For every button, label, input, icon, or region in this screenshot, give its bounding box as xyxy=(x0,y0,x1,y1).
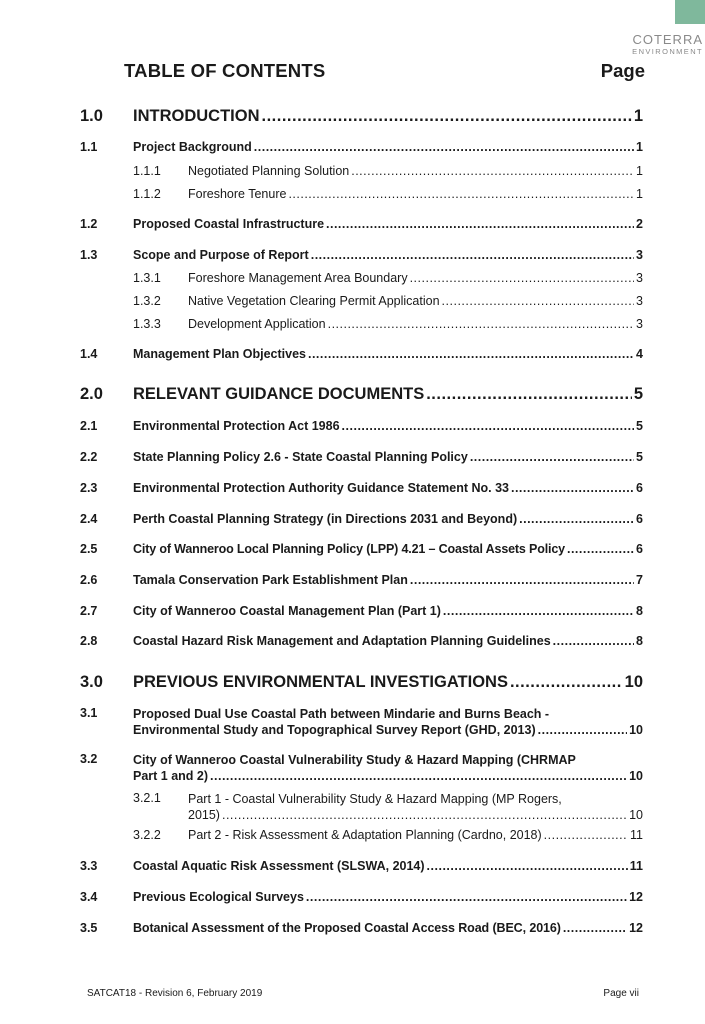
dot-leader xyxy=(427,859,628,873)
toc-entry-page: 8 xyxy=(636,634,643,648)
footer-document-revision: SATCAT18 - Revision 6, February 2019 xyxy=(87,988,263,999)
toc-entry-line2 xyxy=(188,807,643,823)
toc-entry-page: 11 xyxy=(629,859,643,873)
toc-entry[interactable] xyxy=(188,791,643,823)
toc-entry[interactable] xyxy=(133,604,643,618)
toc-entry-page: 11 xyxy=(630,828,643,842)
toc-entry-page: 3 xyxy=(636,248,643,262)
dot-leader xyxy=(351,164,634,178)
subsection-number: 1.3.3 xyxy=(133,317,161,331)
toc-entry-page: 3 xyxy=(636,317,643,331)
toc-entry-title: Negotiated Planning Solution xyxy=(188,164,350,178)
toc-entry-page: 5 xyxy=(636,450,643,464)
dot-leader xyxy=(306,890,627,904)
toc-entry-title: Development Application xyxy=(188,317,326,331)
toc-entry-page: 3 xyxy=(636,271,643,285)
section-number: 3.4 xyxy=(80,890,98,904)
logo-line-1: COTERRA xyxy=(632,32,703,47)
toc-entry-title: PREVIOUS ENVIRONMENTAL INVESTIGATIONS xyxy=(133,673,508,691)
section-number: 3.2 xyxy=(80,752,98,766)
toc-entry-page: 10 xyxy=(624,673,643,691)
subsection-number: 3.2.2 xyxy=(133,828,161,842)
toc-entry-title-line2: Part 1 and 2) xyxy=(133,769,209,783)
toc-entry-title: INTRODUCTION xyxy=(133,107,260,125)
toc-entry-page: 8 xyxy=(636,604,643,618)
toc-entry[interactable] xyxy=(133,385,643,404)
toc-entry-page: 5 xyxy=(633,385,643,403)
toc-entry-page: 6 xyxy=(636,481,643,495)
subsection-number: 1.1.1 xyxy=(133,164,161,178)
toc-entry[interactable] xyxy=(133,673,643,692)
toc-entry-line2 xyxy=(133,768,643,784)
toc-entry-line2 xyxy=(133,722,643,738)
toc-entry-title: Tamala Conservation Park Establishment Plan xyxy=(133,573,408,587)
dot-leader xyxy=(563,921,627,935)
section-number: 3.5 xyxy=(80,921,98,935)
toc-entry-title-line1: Proposed Dual Use Coastal Path between Mindarie and Burns Beach - xyxy=(133,707,550,721)
toc-entry[interactable] xyxy=(133,107,643,126)
toc-entry-page: 1 xyxy=(636,140,643,154)
toc-entry-page: 1 xyxy=(633,107,643,125)
toc-title: TABLE OF CONTENTS xyxy=(124,60,326,81)
toc-entry-title: Proposed Coastal Infrastructure xyxy=(133,217,325,231)
dot-leader xyxy=(519,512,634,526)
toc-entry-page: 4 xyxy=(636,347,643,361)
toc-entry-title: Part 2 - Risk Assessment & Adaptation Planning (Cardno, 2018) xyxy=(188,828,542,842)
toc-entry[interactable] xyxy=(133,481,643,495)
section-number: 2.0 xyxy=(80,385,103,403)
dot-leader xyxy=(222,807,627,823)
toc-entry-page: 6 xyxy=(636,512,643,526)
toc-entry-title: RELEVANT GUIDANCE DOCUMENTS xyxy=(133,385,425,403)
section-number: 1.3 xyxy=(80,248,98,262)
section-number: 1.0 xyxy=(80,107,103,125)
toc-entry-title: Coastal Hazard Risk Management and Adaptation Planning Guidelines xyxy=(133,634,551,648)
toc-entry-page: 10 xyxy=(629,808,643,822)
page-column-heading: Page xyxy=(600,60,645,81)
toc-entry[interactable] xyxy=(133,890,643,904)
dot-leader xyxy=(538,722,627,738)
dot-leader xyxy=(288,187,634,201)
toc-entry-title: Environmental Protection Act 1986 xyxy=(133,419,340,433)
section-number: 2.3 xyxy=(80,481,98,495)
toc-entry[interactable] xyxy=(133,859,643,873)
toc-entry[interactable] xyxy=(188,294,643,308)
toc-entry[interactable] xyxy=(133,752,643,784)
toc-entry-page: 2 xyxy=(636,217,643,231)
toc-entry-page: 10 xyxy=(629,769,643,783)
toc-entry-title: Scope and Purpose of Report xyxy=(133,248,309,262)
dot-leader xyxy=(510,673,623,692)
dot-leader xyxy=(342,419,635,433)
dot-leader xyxy=(553,634,634,648)
logo-line-2: ENVIRONMENT xyxy=(632,47,703,56)
toc-entry[interactable] xyxy=(188,271,643,285)
toc-entry-title: Foreshore Tenure xyxy=(188,187,287,201)
toc-entry[interactable] xyxy=(133,921,643,935)
section-number: 3.3 xyxy=(80,859,98,873)
toc-entry-title-line2: 2015) xyxy=(188,808,220,822)
section-number: 2.1 xyxy=(80,419,98,433)
toc-entry-title: State Planning Policy 2.6 - State Coastal Planning Policy xyxy=(133,450,468,464)
dot-leader xyxy=(254,140,634,154)
dot-leader xyxy=(544,828,628,842)
toc-entry-title: Foreshore Management Area Boundary xyxy=(188,271,408,285)
toc-entry[interactable] xyxy=(188,187,643,201)
dot-leader xyxy=(262,107,632,126)
subsection-number: 1.3.2 xyxy=(133,294,161,308)
toc-entry-title: Management Plan Objectives xyxy=(133,347,306,361)
toc-entry-page: 1 xyxy=(636,164,643,178)
dot-leader xyxy=(328,317,634,331)
toc-entry-page: 10 xyxy=(629,723,643,737)
section-number: 1.1 xyxy=(80,140,98,154)
toc-entry-title: Coastal Aquatic Risk Assessment (SLSWA, 2014) xyxy=(133,859,425,873)
toc-entry[interactable] xyxy=(188,828,643,842)
toc-entry[interactable] xyxy=(133,347,643,361)
section-number: 2.2 xyxy=(80,450,98,464)
toc-entry-page: 7 xyxy=(636,573,643,587)
toc-entry[interactable] xyxy=(133,217,643,231)
dot-leader xyxy=(511,481,634,495)
section-number: 2.5 xyxy=(80,542,98,556)
toc-entry[interactable] xyxy=(133,450,643,464)
toc-entry[interactable] xyxy=(133,573,643,587)
subsection-number: 1.1.2 xyxy=(133,187,161,201)
section-number: 2.8 xyxy=(80,634,98,648)
toc-entry-title: Perth Coastal Planning Strategy (in Directions 2031 and Beyond) xyxy=(133,512,518,526)
section-number: 2.6 xyxy=(80,573,98,587)
dot-leader xyxy=(308,347,634,361)
toc-entry[interactable] xyxy=(133,634,643,648)
footer-page-number: Page vii xyxy=(603,988,639,999)
section-number: 3.0 xyxy=(80,673,103,691)
toc-entry[interactable] xyxy=(188,164,643,178)
toc-entry-title-line1: City of Wanneroo Coastal Vulnerability Study & Hazard Mapping (CHRMAP xyxy=(133,753,576,767)
toc-entry-title-line2: Environmental Study and Topographical Survey Report (GHD, 2013) xyxy=(133,723,536,737)
dot-leader xyxy=(426,385,632,404)
toc-entry-title: Environmental Protection Authority Guidance Statement No. 33 xyxy=(133,481,509,495)
toc-entry-page: 12 xyxy=(629,921,643,935)
toc-entry-page: 12 xyxy=(629,890,643,904)
toc-entry-page: 5 xyxy=(636,419,643,433)
toc-entry-page: 6 xyxy=(636,542,643,556)
dot-leader xyxy=(410,271,634,285)
toc-entry-page: 1 xyxy=(636,187,643,201)
toc-entry-title: Previous Ecological Surveys xyxy=(133,890,304,904)
toc-entry[interactable] xyxy=(133,512,643,526)
toc-entry[interactable] xyxy=(188,317,643,331)
subsection-number: 1.3.1 xyxy=(133,271,161,285)
company-logo xyxy=(632,33,703,56)
toc-entry-title: Botanical Assessment of the Proposed Coastal Access Road (BEC, 2016) xyxy=(133,921,561,935)
toc-entry-title: Native Vegetation Clearing Permit Application xyxy=(188,294,440,308)
toc-entry[interactable] xyxy=(133,542,643,556)
section-number: 1.2 xyxy=(80,217,98,231)
dot-leader xyxy=(410,573,634,587)
toc-entry-title-line1: Part 1 - Coastal Vulnerability Study & Hazard Mapping (MP Rogers, xyxy=(188,792,562,806)
toc-entry[interactable] xyxy=(133,706,643,738)
section-number: 3.1 xyxy=(80,706,98,720)
toc-entry[interactable] xyxy=(133,140,643,154)
dot-leader xyxy=(210,768,627,784)
toc-entry-title: Project Background xyxy=(133,140,252,154)
toc-entry[interactable] xyxy=(133,419,643,433)
toc-entry-page: 3 xyxy=(636,294,643,308)
dot-leader xyxy=(443,604,634,618)
dot-leader xyxy=(567,542,634,556)
dot-leader xyxy=(470,450,634,464)
toc-entry[interactable] xyxy=(133,248,643,262)
dot-leader xyxy=(311,248,634,262)
subsection-number: 3.2.1 xyxy=(133,791,161,805)
toc-entry-title: City of Wanneroo Coastal Management Plan (Part 1) xyxy=(133,604,441,618)
brand-corner-block xyxy=(675,0,705,24)
section-number: 2.7 xyxy=(80,604,98,618)
dot-leader xyxy=(442,294,635,308)
dot-leader xyxy=(326,217,634,231)
section-number: 1.4 xyxy=(80,347,98,361)
toc-entry-title: City of Wanneroo Local Planning Policy (LPP) 4.21 – Coastal Assets Policy xyxy=(133,542,565,556)
section-number: 2.4 xyxy=(80,512,98,526)
